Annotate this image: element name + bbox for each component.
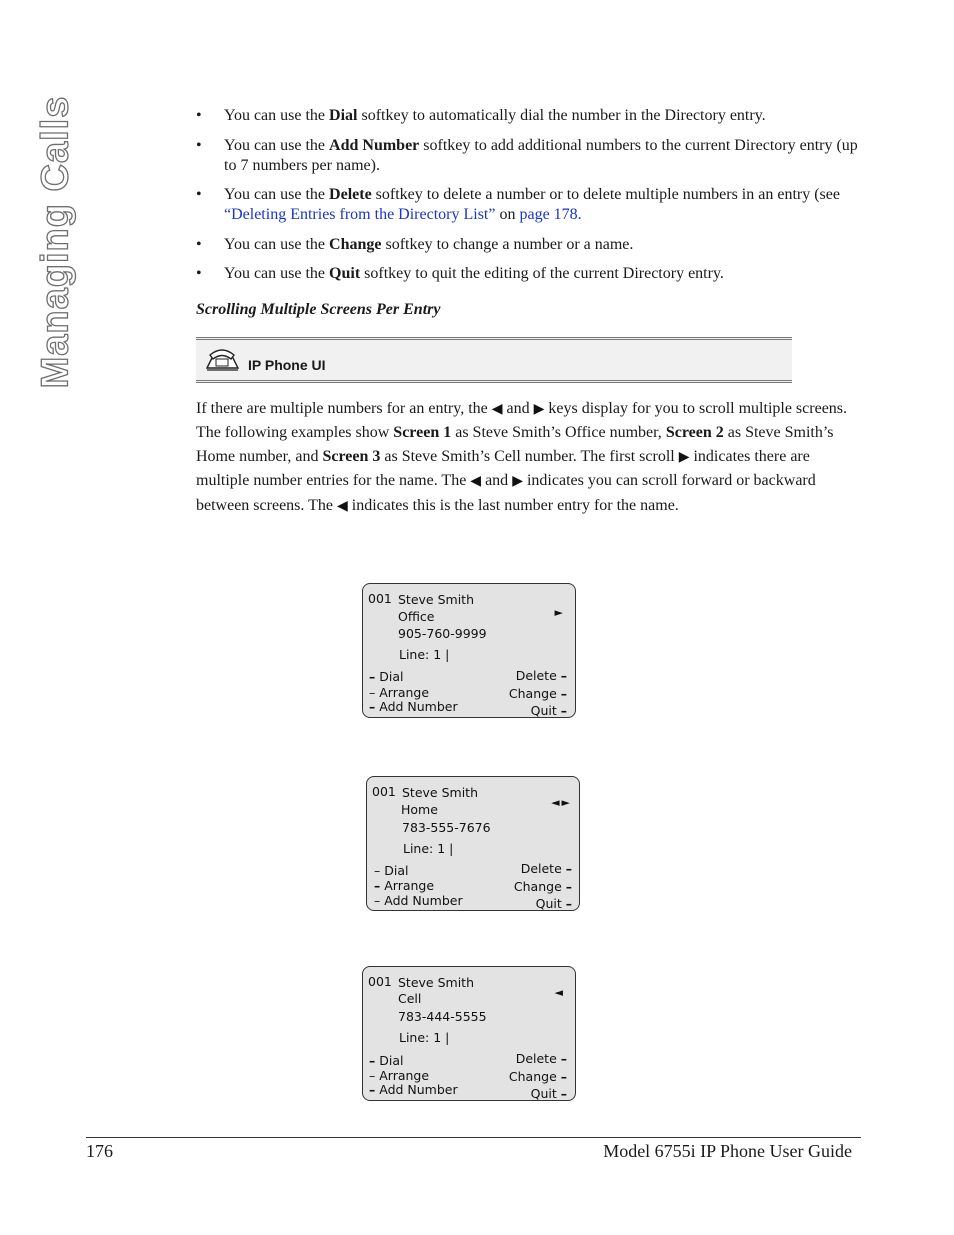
bullet-bold-term: Add Number bbox=[329, 136, 420, 154]
softkey-label: Add Number bbox=[379, 1082, 458, 1097]
bullet-bold-term: Change bbox=[329, 235, 382, 253]
softkey-add-number[interactable] bbox=[369, 699, 458, 714]
line-indicator: Line: 1 | bbox=[399, 1030, 450, 1045]
softkey-quit[interactable] bbox=[536, 896, 572, 911]
softkey-label: Delete bbox=[515, 668, 557, 683]
paragraph-bold-term: Screen 1 bbox=[393, 424, 452, 442]
phone-screen-cell bbox=[362, 966, 576, 1101]
left-arrow-icon: ◀ bbox=[470, 473, 482, 490]
number-type: Office bbox=[398, 609, 435, 624]
bullet-bold-term: Delete bbox=[329, 186, 372, 203]
softkey-label: Quit bbox=[535, 896, 562, 911]
softkey-label: Add Number bbox=[384, 893, 463, 908]
softkey-change[interactable] bbox=[514, 879, 572, 894]
softkey-label: Dial bbox=[384, 863, 409, 878]
phone-number: 783-555-7676 bbox=[402, 820, 491, 835]
softkey-add-number[interactable] bbox=[374, 893, 463, 908]
list-item bbox=[196, 106, 861, 126]
paragraph-text: indicates there are multiple number entries for the name. The bbox=[196, 447, 810, 490]
paragraph-bold-term: Screen 2 bbox=[665, 424, 724, 442]
scroll-explanation-paragraph bbox=[196, 397, 858, 518]
list-item bbox=[196, 185, 861, 225]
softkey-dash: – bbox=[565, 861, 572, 876]
paragraph-text: indicates this is the last number entry for the name. bbox=[351, 496, 679, 514]
softkey-change[interactable] bbox=[509, 1069, 567, 1084]
phone-screen-home bbox=[366, 776, 580, 911]
entry-index: 001 bbox=[372, 784, 396, 799]
entry-name: Steve Smith bbox=[402, 785, 478, 800]
softkey-label: Change bbox=[513, 879, 562, 894]
softkey-label: Change bbox=[508, 1069, 557, 1084]
page-reference-link[interactable]: page 178 bbox=[519, 206, 578, 223]
bullet-marker: • bbox=[196, 107, 202, 124]
section-heading: Scrolling Multiple Screens Per Entry bbox=[196, 301, 441, 318]
footer-divider bbox=[86, 1137, 861, 1138]
softkey-label: Dial bbox=[379, 1053, 404, 1068]
number-type: Home bbox=[401, 802, 438, 817]
bullet-text: You can use the bbox=[224, 186, 330, 203]
softkey-label: Dial bbox=[379, 669, 404, 684]
phone-number: 783-444-5555 bbox=[398, 1009, 487, 1024]
document-title: Model 6755i IP Phone User Guide bbox=[603, 1141, 852, 1161]
softkey-dash: – bbox=[560, 1086, 567, 1101]
paragraph-text: keys display for you to scroll multiple screens. The following examples show bbox=[196, 400, 848, 442]
line-indicator: Line: 1 | bbox=[403, 841, 454, 856]
softkey-delete[interactable] bbox=[521, 861, 572, 876]
band-label: IP Phone UI bbox=[248, 357, 326, 373]
side-section-title bbox=[34, 95, 77, 389]
softkey-dash: – bbox=[369, 1082, 376, 1097]
softkey-label: Arrange bbox=[384, 878, 435, 893]
softkey-dash: – bbox=[369, 1068, 376, 1083]
paragraph-text: as Steve Smith’s Home number, and bbox=[196, 424, 834, 465]
softkey-arrange[interactable] bbox=[369, 685, 429, 700]
phone-screen-office bbox=[362, 583, 576, 718]
softkey-arrange[interactable] bbox=[369, 1068, 429, 1083]
softkey-delete[interactable] bbox=[516, 668, 567, 683]
bullet-marker: • bbox=[196, 136, 202, 154]
softkey-quit[interactable] bbox=[531, 1086, 567, 1101]
bullet-text: softkey to delete a number or to delete multiple numbers in an entry (see bbox=[371, 186, 840, 203]
scroll-right-icon: ► bbox=[554, 606, 565, 619]
paragraph-text: as Steve Smith’s Office number, bbox=[455, 424, 662, 442]
softkey-delete[interactable] bbox=[516, 1051, 567, 1066]
bullet-bold-term: Dial bbox=[329, 107, 358, 124]
softkey-dash: – bbox=[369, 699, 376, 714]
phone-number: 905-760-9999 bbox=[398, 626, 487, 641]
softkey-dash: – bbox=[565, 896, 572, 911]
paragraph-text: and bbox=[506, 400, 530, 417]
bullet-text: You can use the bbox=[224, 107, 330, 124]
side-title-text: Managing Calls bbox=[34, 95, 77, 389]
entry-index: 001 bbox=[368, 591, 392, 606]
softkey-dial[interactable] bbox=[374, 863, 408, 878]
bullet-text: You can use the bbox=[224, 265, 330, 282]
bullet-marker: • bbox=[196, 186, 202, 203]
softkey-label: Quit bbox=[530, 703, 557, 718]
list-item bbox=[196, 136, 861, 176]
paragraph-text: If there are multiple numbers for an entry, the bbox=[196, 400, 488, 417]
softkey-label: Delete bbox=[520, 861, 562, 876]
softkey-dash: – bbox=[560, 686, 567, 701]
softkey-dash: – bbox=[560, 1069, 567, 1084]
bullet-text: You can use the bbox=[224, 235, 330, 253]
list-item bbox=[196, 235, 861, 255]
softkey-label: Arrange bbox=[379, 1068, 430, 1083]
softkey-dash: – bbox=[560, 668, 567, 683]
paragraph-text: as Steve Smith’s Cell number. The first scroll bbox=[384, 447, 675, 465]
bullet-text: on bbox=[495, 206, 520, 223]
bullet-marker: • bbox=[196, 235, 202, 253]
ip-phone-ui-band bbox=[196, 337, 792, 383]
bullet-text: softkey to add additional numbers to the current Directory entry (up to 7 numbers per name). bbox=[224, 136, 858, 174]
softkey-label: Arrange bbox=[379, 685, 430, 700]
softkey-arrange[interactable] bbox=[374, 878, 434, 893]
softkey-dial[interactable] bbox=[369, 1053, 403, 1068]
softkey-dash: – bbox=[369, 685, 376, 700]
softkey-dash: – bbox=[374, 863, 381, 878]
bullet-text: softkey to automatically dial the number in the Directory entry. bbox=[357, 107, 766, 124]
left-arrow-icon: ◀ bbox=[336, 497, 348, 514]
line-indicator: Line: 1 | bbox=[399, 647, 450, 662]
paragraph-bold-term: Screen 3 bbox=[322, 447, 381, 465]
bullet-bold-term: Quit bbox=[329, 265, 361, 282]
bullet-text: softkey to quit the editing of the current Directory entry. bbox=[360, 265, 724, 282]
softkey-label: Add Number bbox=[379, 699, 458, 714]
scroll-left-icon: ◄ bbox=[554, 986, 565, 999]
softkey-label: Delete bbox=[515, 1051, 557, 1066]
list-item bbox=[196, 264, 861, 284]
bullet-text: softkey to change a number or a name. bbox=[381, 235, 634, 253]
softkey-label: Change bbox=[508, 686, 557, 701]
bullet-text: . bbox=[577, 206, 582, 223]
right-arrow-icon: ▶ bbox=[533, 401, 545, 417]
number-type: Cell bbox=[398, 991, 422, 1006]
softkey-change[interactable] bbox=[509, 686, 567, 701]
softkey-dash: – bbox=[374, 893, 381, 908]
paragraph-text: indicates you can scroll forward or backward between screens. The bbox=[196, 472, 816, 514]
page-number: 176 bbox=[86, 1141, 113, 1161]
right-arrow-icon: ▶ bbox=[678, 448, 690, 465]
bullet-marker: • bbox=[196, 265, 202, 282]
softkey-dash: – bbox=[369, 1053, 376, 1068]
softkey-add-number[interactable] bbox=[369, 1082, 458, 1097]
left-arrow-icon: ◀ bbox=[491, 401, 503, 417]
softkey-dash: – bbox=[560, 1051, 567, 1066]
softkey-dash: – bbox=[374, 878, 381, 893]
right-arrow-icon: ▶ bbox=[512, 473, 523, 490]
bullet-text: You can use the bbox=[224, 136, 330, 154]
scroll-left-right-icon: ◄► bbox=[551, 796, 572, 809]
entry-name: Steve Smith bbox=[398, 975, 474, 990]
softkey-quit[interactable] bbox=[531, 703, 567, 718]
softkey-dash: – bbox=[369, 669, 376, 684]
paragraph-text: and bbox=[485, 472, 509, 490]
softkey-bullet-list bbox=[196, 106, 861, 294]
softkey-dash: – bbox=[565, 879, 572, 894]
entry-index: 001 bbox=[368, 974, 392, 989]
cross-reference-link[interactable]: “Deleting Entries from the Directory List” bbox=[224, 206, 496, 223]
softkey-dash: – bbox=[560, 703, 567, 718]
softkey-dial[interactable] bbox=[369, 669, 403, 684]
softkey-label: Quit bbox=[530, 1086, 557, 1101]
phone-icon bbox=[204, 348, 240, 374]
entry-name: Steve Smith bbox=[398, 592, 474, 607]
